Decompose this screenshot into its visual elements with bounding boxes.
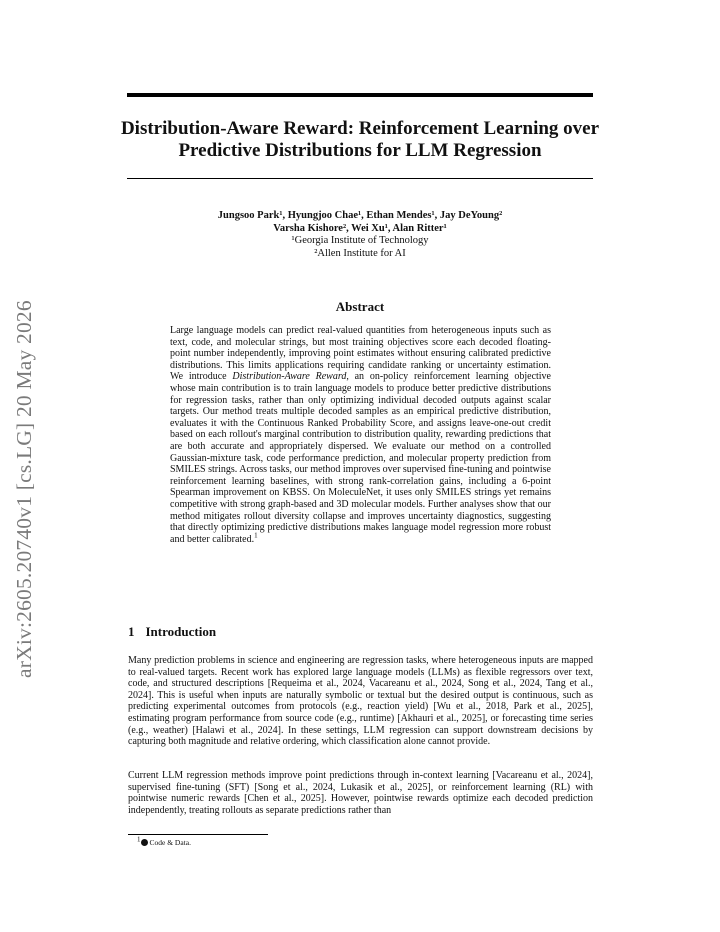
section-number: 1 [128, 624, 135, 639]
intro-paragraph-1: Many prediction problems in science and engineering are regression tasks, where heterogeneous inputs are mapped to real-valued targets. Recent work has explored large language models (LLMs) as flexible regressors over text, code, and structured descriptions [Requeima et al., 2024, Vacareanu et al., 2024, Song et al., 2024, Tang et al., 2024]. This is useful when inputs are naturally symbolic or textual but the desired output is continuous, such as predicting experimental outcomes from protocols (e.g., reaction yield) [Wu et al., 2018, Park et al., 2025], estimating program performance from source code (e.g., runtime) [Akhauri et al., 2025], or forecasting time series (e.g., weather) [Halawi et al., 2024]. In these settings, LLM regression can support downstream decisions by capturing both magnitude and relative ordering, which classification alone cannot provide. [128, 655, 593, 748]
title-rule-bottom [127, 178, 593, 179]
method-name: Distribution-Aware Reward [232, 371, 347, 383]
title-rule-top [127, 93, 593, 97]
abstract-text [170, 325, 551, 545]
section-heading [128, 624, 216, 640]
author-line-2: Varsha Kishore², Wei Xu¹, Alan Ritter¹ [273, 222, 447, 234]
affiliation-1: ¹Georgia Institute of Technology [291, 235, 429, 246]
author-line-1: Jungsoo Park¹, Hyungjoo Chae¹, Ethan Mendes¹, Jay DeYoung² [217, 210, 503, 221]
abstract-part-2: , an on-policy reinforcement learning objective whose main contribution is to train language models to produce better predictive distributions for regression tasks, rather than only optimizing individual decoded outputs against scalar targets. Our method treats multiple decoded samples as an empirical predictive distribution, evaluates it with the Continuous Ranked Probability Score, and assigns leave-one-out credit based on each rollout's marginal contribution to distribution quality, rewarding predictions that are both accurate and appropriately dispersed. We evaluate our method on a controlled Gaussian-mixture task, code performance prediction, and molecular property prediction from SMILES strings. Across tasks, our method improves over supervised fine-tuning and pointwise reinforcement learning baselines, with strong rank-correlation gains, including a 6-point Spearman improvement on KBSS. On MoleculeNet, it uses only SMILES strings yet remains competitive with strong graph-based and 3D molecular models. Further analyses show that our method mitigates rollout diversity collapse and improves uncertainty diagnostics, suggesting that directly optimizing predictive distributions makes language model regression more robust and better calibrated. [170, 371, 551, 545]
section-title: Introduction [145, 624, 217, 639]
abstract-part-1: Large language models can predict real-valued quantities from heterogeneous inputs such as text, code, and molecular strings, but most training objectives score each decoded floating-point number independently, improving point estimates without ensuring calibrated predictive distributions. This limits applications requiring candidate ranking or uncertainty estimation. We introduce [170, 325, 551, 383]
footnote-mark: 1 [137, 835, 141, 844]
paper-title: Distribution-Aware Reward: Reinforcement Learning over Predictive Distributions for LLM Regression [120, 118, 600, 161]
abstract-heading: Abstract [335, 299, 385, 314]
footnote-rule [128, 834, 268, 835]
affiliation-2: ²Allen Institute for AI [314, 247, 406, 259]
footnote-ref[interactable]: 1 [254, 531, 258, 540]
arxiv-stamp: arXiv:2605.20740v1 [cs.LG] 20 May 2026 [12, 300, 36, 678]
github-icon [141, 839, 148, 846]
footnote-link[interactable]: Code & Data. [149, 838, 191, 847]
author-block [120, 210, 600, 260]
intro-paragraph-2: Current LLM regression methods improve point predictions through in-context learning [Vacareanu et al., 2024], supervised fine-tuning (SFT) [Song et al., 2024, Lukasik et al., 2025], or reinforcement learning (RL) with pointwise numeric rewards [Chen et al., 2025]. However, pointwise rewards optimize each decoded prediction independently, treating rollouts as separate predictions rather than [128, 770, 593, 816]
footnote [137, 835, 191, 847]
